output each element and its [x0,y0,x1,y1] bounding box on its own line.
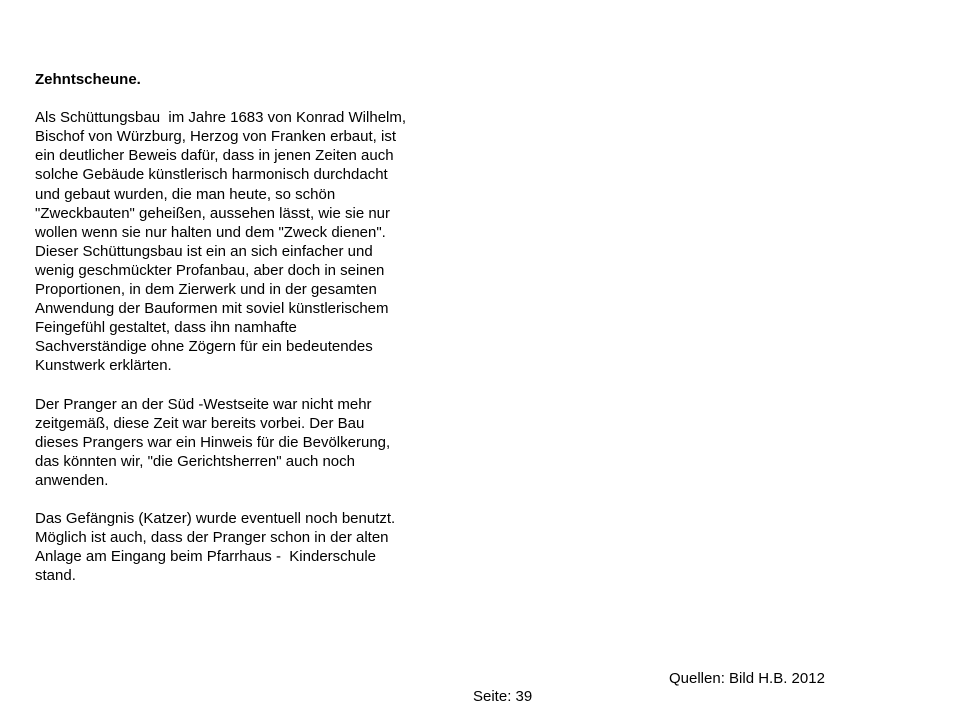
text-line: Kunstwerk erklärten. [35,357,172,375]
text-line: stand. [35,567,76,585]
text-line: Als Schüttungsbau im Jahre 1683 von Konrad Wilhelm, [35,109,407,127]
text-line: Bischof von Würzburg, Herzog von Franken erbaut, ist [35,128,396,146]
text-line: dieses Prangers war ein Hinweis für die Bevölkerung, [35,433,391,451]
text-line: Sachverständige ohne Zögern für ein bedeutendes [35,338,373,356]
text-line: Das Gefängnis (Katzer) wurde eventuell noch benutzt. [35,510,396,528]
page-number: Seite: 39 [473,688,533,705]
text-line: das könnten wir, "die Gerichtsherren" auch noch [35,452,355,470]
text-line: anwenden. [35,471,109,489]
document-title: Zehntscheune. [35,71,141,88]
text-line: Anlage am Eingang beim Pfarrhaus - Kinderschule [35,548,377,566]
paragraph-zehntscheune [35,108,455,375]
text-line: und gebaut wurden, die man heute, so schön [35,185,336,203]
text-line: Anwendung der Bauformen mit soviel künstlerischem [35,300,389,318]
sources-note: Quellen: Bild H.B. 2012 [669,670,825,687]
paragraph-pranger [35,395,455,490]
text-line: solche Gebäude künstlerisch harmonisch durchdacht [35,166,388,184]
text-line: wollen wenn sie nur halten und dem "Zweck dienen". [35,223,386,241]
text-line: Möglich ist auch, dass der Pranger schon in der alten [35,529,389,547]
text-line: Feingefühl gestaltet, dass ihn namhafte [35,319,297,337]
document-body [35,70,455,605]
text-line: wenig geschmückter Profanbau, aber doch in seinen [35,261,385,279]
text-line: Der Pranger an der Süd -Westseite war nicht mehr [35,395,372,413]
text-line: zeitgemäß, diese Zeit war bereits vorbei. Der Bau [35,414,365,432]
text-line: Proportionen, in dem Zierwerk und in der gesamten [35,281,377,299]
paragraph-gefaengnis [35,509,455,585]
text-line: ein deutlicher Beweis dafür, dass in jenen Zeiten auch [35,147,394,165]
text-line: Dieser Schüttungsbau ist ein an sich einfacher und [35,242,373,260]
text-line: "Zweckbauten" geheißen, aussehen lässt, wie sie nur [35,204,391,222]
